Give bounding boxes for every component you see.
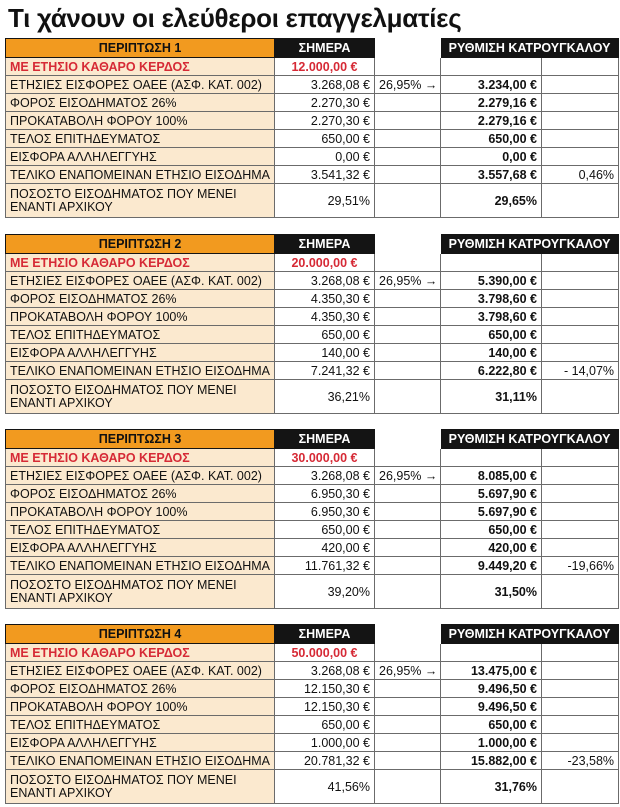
- contribution-rate: [375, 539, 441, 557]
- table-row: [6, 362, 619, 380]
- row-label: ΠΟΣΟΣΤΟ ΕΙΣΟΔΗΜΑΤΟΣ ΠΟΥ ΜΕΝΕΙ ΕΝΑΝΤΙ ΑΡΧΙΚΟΥ: [6, 380, 275, 414]
- contribution-rate: [375, 716, 441, 734]
- difference-value: [542, 716, 619, 734]
- reform-value: 2.279,16 €: [441, 112, 542, 130]
- profit-row: [6, 449, 619, 467]
- contribution-rate: [375, 166, 441, 184]
- row-label: ΕΙΣΦΟΡΑ ΑΛΛΗΛΕΓΓΥΗΣ: [6, 539, 275, 557]
- reform-value: 2.279,16 €: [441, 94, 542, 112]
- row-label: ΠΟΣΟΣΤΟ ΕΙΣΟΔΗΜΑΤΟΣ ΠΟΥ ΜΕΝΕΙ ΕΝΑΝΤΙ ΑΡΧΙΚΟΥ: [6, 770, 275, 804]
- difference-value: [542, 148, 619, 166]
- contribution-rate: [375, 184, 441, 218]
- contribution-rate: [375, 680, 441, 698]
- profit-pct-cell: [375, 449, 441, 467]
- table-row: [6, 184, 619, 218]
- contribution-rate: [375, 344, 441, 362]
- reform-column-header: ΡΥΘΜΙΣΗ ΚΑΤΡΟΥΓΚΑΛΟΥ: [441, 430, 619, 449]
- profit-reform-cell: [441, 449, 542, 467]
- profit-diff-cell: [542, 254, 619, 272]
- today-value: 6.950,30 €: [275, 503, 375, 521]
- table-row: [6, 148, 619, 166]
- reform-value: 0,00 €: [441, 148, 542, 166]
- header-spacer: [375, 430, 441, 449]
- profit-pct-cell: [375, 254, 441, 272]
- reform-value: 9.449,20 €: [441, 557, 542, 575]
- header-spacer: [375, 39, 441, 58]
- row-label: ΤΕΛΙΚΟ ΕΝΑΠΟΜΕΙΝΑΝ ΕΤΗΣΙΟ ΕΙΣΟΔΗΜΑ: [6, 362, 275, 380]
- table-row: [6, 770, 619, 804]
- row-label: ΤΕΛΟΣ ΕΠΙΤΗΔΕΥΜΑΤΟΣ: [6, 130, 275, 148]
- table-row: [6, 734, 619, 752]
- case-table-1: [5, 38, 619, 218]
- contribution-rate: [375, 557, 441, 575]
- case-header-row: [6, 39, 619, 58]
- today-column-header: ΣΗΜΕΡΑ: [275, 235, 375, 254]
- profit-pct-cell: [375, 644, 441, 662]
- case-label: ΠΕΡΙΠΤΩΣΗ 3: [6, 430, 275, 449]
- case-label: ΠΕΡΙΠΤΩΣΗ 2: [6, 235, 275, 254]
- difference-value: [542, 680, 619, 698]
- row-label: ΠΡΟΚΑΤΑΒΟΛΗ ΦΟΡΟΥ 100%: [6, 503, 275, 521]
- today-value: 7.241,32 €: [275, 362, 375, 380]
- reform-value: 3.798,60 €: [441, 290, 542, 308]
- difference-value: [542, 308, 619, 326]
- today-value: 650,00 €: [275, 326, 375, 344]
- today-value: 2.270,30 €: [275, 112, 375, 130]
- table-row: [6, 272, 619, 290]
- header-spacer: [375, 235, 441, 254]
- reform-value: 6.222,80 €: [441, 362, 542, 380]
- contribution-rate: [375, 362, 441, 380]
- contribution-rate: [375, 521, 441, 539]
- reform-value: 650,00 €: [441, 521, 542, 539]
- contribution-rate: [375, 734, 441, 752]
- today-value: 3.268,08 €: [275, 467, 375, 485]
- case-label: ΠΕΡΙΠΤΩΣΗ 1: [6, 39, 275, 58]
- difference-value: [542, 184, 619, 218]
- table-row: [6, 112, 619, 130]
- table-row: [6, 290, 619, 308]
- reform-column-header: ΡΥΘΜΙΣΗ ΚΑΤΡΟΥΓΚΑΛΟΥ: [441, 625, 619, 644]
- profit-pct-cell: [375, 58, 441, 76]
- row-label: ΦΟΡΟΣ ΕΙΣΟΔΗΜΑΤΟΣ 26%: [6, 485, 275, 503]
- row-label: ΠΡΟΚΑΤΑΒΟΛΗ ΦΟΡΟΥ 100%: [6, 698, 275, 716]
- profit-reform-cell: [441, 254, 542, 272]
- difference-value: [542, 326, 619, 344]
- difference-value: [542, 130, 619, 148]
- today-value: 650,00 €: [275, 130, 375, 148]
- table-row: [6, 698, 619, 716]
- today-value: 20.781,32 €: [275, 752, 375, 770]
- reform-value: 8.085,00 €: [441, 467, 542, 485]
- row-label: ΠΡΟΚΑΤΑΒΟΛΗ ΦΟΡΟΥ 100%: [6, 112, 275, 130]
- table-row: [6, 308, 619, 326]
- reform-value: 1.000,00 €: [441, 734, 542, 752]
- today-value: 36,21%: [275, 380, 375, 414]
- row-label: ΕΤΗΣΙΕΣ ΕΙΣΦΟΡΕΣ ΟΑΕΕ (ΑΣΦ. ΚΑΤ. 002): [6, 662, 275, 680]
- profit-reform-cell: [441, 58, 542, 76]
- difference-value: [542, 539, 619, 557]
- case-header-row: [6, 235, 619, 254]
- table-row: [6, 326, 619, 344]
- difference-value: - 14,07%: [542, 362, 619, 380]
- difference-value: -19,66%: [542, 557, 619, 575]
- contribution-rate: [375, 770, 441, 804]
- table-row: [6, 130, 619, 148]
- difference-value: -23,58%: [542, 752, 619, 770]
- case-header-row: [6, 625, 619, 644]
- difference-value: [542, 76, 619, 94]
- row-label: ΤΕΛΙΚΟ ΕΝΑΠΟΜΕΙΝΑΝ ΕΤΗΣΙΟ ΕΙΣΟΔΗΜΑ: [6, 752, 275, 770]
- today-value: 29,51%: [275, 184, 375, 218]
- today-value: 11.761,32 €: [275, 557, 375, 575]
- row-label: ΠΡΟΚΑΤΑΒΟΛΗ ΦΟΡΟΥ 100%: [6, 308, 275, 326]
- contribution-rate: [375, 130, 441, 148]
- contribution-rate: 26,95% →: [375, 76, 441, 94]
- reform-value: 420,00 €: [441, 539, 542, 557]
- profit-diff-cell: [542, 449, 619, 467]
- contribution-rate: [375, 575, 441, 609]
- reform-column-header: ΡΥΘΜΙΣΗ ΚΑΤΡΟΥΓΚΑΛΟΥ: [441, 39, 619, 58]
- row-label: ΤΕΛΙΚΟ ΕΝΑΠΟΜΕΙΝΑΝ ΕΤΗΣΙΟ ΕΙΣΟΔΗΜΑ: [6, 557, 275, 575]
- difference-value: [542, 344, 619, 362]
- table-row: [6, 76, 619, 94]
- today-value: 39,20%: [275, 575, 375, 609]
- profit-value: 20.000,00 €: [275, 254, 375, 272]
- reform-value: 3.234,00 €: [441, 76, 542, 94]
- difference-value: [542, 272, 619, 290]
- contribution-rate: [375, 698, 441, 716]
- row-label: ΤΕΛΟΣ ΕΠΙΤΗΔΕΥΜΑΤΟΣ: [6, 521, 275, 539]
- difference-value: [542, 290, 619, 308]
- reform-value: 5.390,00 €: [441, 272, 542, 290]
- profit-label: ΜΕ ΕΤΗΣΙΟ ΚΑΘΑΡΟ ΚΕΡΔΟΣ: [6, 254, 275, 272]
- contribution-rate: 26,95% →: [375, 272, 441, 290]
- row-label: ΦΟΡΟΣ ΕΙΣΟΔΗΜΑΤΟΣ 26%: [6, 290, 275, 308]
- table-row: [6, 575, 619, 609]
- difference-value: [542, 485, 619, 503]
- profit-reform-cell: [441, 644, 542, 662]
- today-value: 3.268,08 €: [275, 272, 375, 290]
- today-column-header: ΣΗΜΕΡΑ: [275, 430, 375, 449]
- difference-value: [542, 770, 619, 804]
- today-value: 3.268,08 €: [275, 662, 375, 680]
- profit-label: ΜΕ ΕΤΗΣΙΟ ΚΑΘΑΡΟ ΚΕΡΔΟΣ: [6, 449, 275, 467]
- today-value: 650,00 €: [275, 716, 375, 734]
- table-row: [6, 467, 619, 485]
- today-value: 12.150,30 €: [275, 698, 375, 716]
- today-value: 3.268,08 €: [275, 76, 375, 94]
- table-row: [6, 680, 619, 698]
- case-label: ΠΕΡΙΠΤΩΣΗ 4: [6, 625, 275, 644]
- row-label: ΤΕΛΟΣ ΕΠΙΤΗΔΕΥΜΑΤΟΣ: [6, 326, 275, 344]
- row-label: ΕΤΗΣΙΕΣ ΕΙΣΦΟΡΕΣ ΟΑΕΕ (ΑΣΦ. ΚΑΤ. 002): [6, 467, 275, 485]
- row-label: ΕΤΗΣΙΕΣ ΕΙΣΦΟΡΕΣ ΟΑΕΕ (ΑΣΦ. ΚΑΤ. 002): [6, 76, 275, 94]
- reform-value: 5.697,90 €: [441, 503, 542, 521]
- today-value: 12.150,30 €: [275, 680, 375, 698]
- contribution-rate: [375, 308, 441, 326]
- case-table-3: [5, 429, 619, 609]
- contribution-rate: [375, 148, 441, 166]
- reform-value: 9.496,50 €: [441, 680, 542, 698]
- reform-value: 650,00 €: [441, 130, 542, 148]
- contribution-rate: [375, 485, 441, 503]
- table-row: [6, 662, 619, 680]
- difference-value: [542, 112, 619, 130]
- reform-value: 650,00 €: [441, 326, 542, 344]
- today-value: 0,00 €: [275, 148, 375, 166]
- reform-value: 650,00 €: [441, 716, 542, 734]
- table-row: [6, 521, 619, 539]
- reform-value: 31,76%: [441, 770, 542, 804]
- reform-value: 3.798,60 €: [441, 308, 542, 326]
- row-label: ΠΟΣΟΣΤΟ ΕΙΣΟΔΗΜΑΤΟΣ ΠΟΥ ΜΕΝΕΙ ΕΝΑΝΤΙ ΑΡΧΙΚΟΥ: [6, 575, 275, 609]
- difference-value: [542, 698, 619, 716]
- profit-value: 30.000,00 €: [275, 449, 375, 467]
- today-value: 3.541,32 €: [275, 166, 375, 184]
- difference-value: [542, 521, 619, 539]
- profit-row: [6, 58, 619, 76]
- page-title: Τι χάνουν οι ελεύθεροι επαγγελματίες: [8, 3, 462, 33]
- table-row: [6, 752, 619, 770]
- reform-value: 3.557,68 €: [441, 166, 542, 184]
- profit-label: ΜΕ ΕΤΗΣΙΟ ΚΑΘΑΡΟ ΚΕΡΔΟΣ: [6, 644, 275, 662]
- header-spacer: [375, 625, 441, 644]
- difference-value: [542, 380, 619, 414]
- today-value: 650,00 €: [275, 521, 375, 539]
- difference-value: [542, 94, 619, 112]
- difference-value: [542, 575, 619, 609]
- row-label: ΕΙΣΦΟΡΑ ΑΛΛΗΛΕΓΓΥΗΣ: [6, 734, 275, 752]
- today-value: 41,56%: [275, 770, 375, 804]
- today-value: 1.000,00 €: [275, 734, 375, 752]
- table-row: [6, 380, 619, 414]
- row-label: ΤΕΛΙΚΟ ΕΝΑΠΟΜΕΙΝΑΝ ΕΤΗΣΙΟ ΕΙΣΟΔΗΜΑ: [6, 166, 275, 184]
- table-row: [6, 94, 619, 112]
- today-value: 140,00 €: [275, 344, 375, 362]
- contribution-rate: [375, 290, 441, 308]
- table-row: [6, 485, 619, 503]
- contribution-rate: [375, 380, 441, 414]
- row-label: ΕΙΣΦΟΡΑ ΑΛΛΗΛΕΓΓΥΗΣ: [6, 344, 275, 362]
- row-label: ΕΙΣΦΟΡΑ ΑΛΛΗΛΕΓΓΥΗΣ: [6, 148, 275, 166]
- row-label: ΦΟΡΟΣ ΕΙΣΟΔΗΜΑΤΟΣ 26%: [6, 680, 275, 698]
- contribution-rate: [375, 112, 441, 130]
- reform-value: 9.496,50 €: [441, 698, 542, 716]
- today-value: 4.350,30 €: [275, 290, 375, 308]
- today-value: 420,00 €: [275, 539, 375, 557]
- table-row: [6, 503, 619, 521]
- profit-row: [6, 644, 619, 662]
- contribution-rate: [375, 94, 441, 112]
- row-label: ΤΕΛΟΣ ΕΠΙΤΗΔΕΥΜΑΤΟΣ: [6, 716, 275, 734]
- profit-diff-cell: [542, 58, 619, 76]
- row-label: ΠΟΣΟΣΤΟ ΕΙΣΟΔΗΜΑΤΟΣ ΠΟΥ ΜΕΝΕΙ ΕΝΑΝΤΙ ΑΡΧΙΚΟΥ: [6, 184, 275, 218]
- profit-value: 50.000,00 €: [275, 644, 375, 662]
- table-row: [6, 166, 619, 184]
- table-row: [6, 557, 619, 575]
- reform-value: 5.697,90 €: [441, 485, 542, 503]
- today-value: 4.350,30 €: [275, 308, 375, 326]
- reform-value: 31,50%: [441, 575, 542, 609]
- row-label: ΕΤΗΣΙΕΣ ΕΙΣΦΟΡΕΣ ΟΑΕΕ (ΑΣΦ. ΚΑΤ. 002): [6, 272, 275, 290]
- reform-value: 13.475,00 €: [441, 662, 542, 680]
- today-column-header: ΣΗΜΕΡΑ: [275, 625, 375, 644]
- profit-diff-cell: [542, 644, 619, 662]
- table-row: [6, 344, 619, 362]
- profit-value: 12.000,00 €: [275, 58, 375, 76]
- case-table-2: [5, 234, 619, 414]
- table-row: [6, 716, 619, 734]
- contribution-rate: 26,95% →: [375, 467, 441, 485]
- profit-label: ΜΕ ΕΤΗΣΙΟ ΚΑΘΑΡΟ ΚΕΡΔΟΣ: [6, 58, 275, 76]
- difference-value: [542, 503, 619, 521]
- difference-value: [542, 662, 619, 680]
- table-row: [6, 539, 619, 557]
- today-column-header: ΣΗΜΕΡΑ: [275, 39, 375, 58]
- row-label: ΦΟΡΟΣ ΕΙΣΟΔΗΜΑΤΟΣ 26%: [6, 94, 275, 112]
- difference-value: [542, 467, 619, 485]
- reform-value: 15.882,00 €: [441, 752, 542, 770]
- contribution-rate: [375, 752, 441, 770]
- contribution-rate: [375, 326, 441, 344]
- contribution-rate: [375, 503, 441, 521]
- today-value: 2.270,30 €: [275, 94, 375, 112]
- contribution-rate: 26,95% →: [375, 662, 441, 680]
- difference-value: [542, 734, 619, 752]
- reform-value: 31,11%: [441, 380, 542, 414]
- reform-value: 29,65%: [441, 184, 542, 218]
- today-value: 6.950,30 €: [275, 485, 375, 503]
- case-header-row: [6, 430, 619, 449]
- difference-value: 0,46%: [542, 166, 619, 184]
- reform-column-header: ΡΥΘΜΙΣΗ ΚΑΤΡΟΥΓΚΑΛΟΥ: [441, 235, 619, 254]
- profit-row: [6, 254, 619, 272]
- reform-value: 140,00 €: [441, 344, 542, 362]
- case-table-4: [5, 624, 619, 804]
